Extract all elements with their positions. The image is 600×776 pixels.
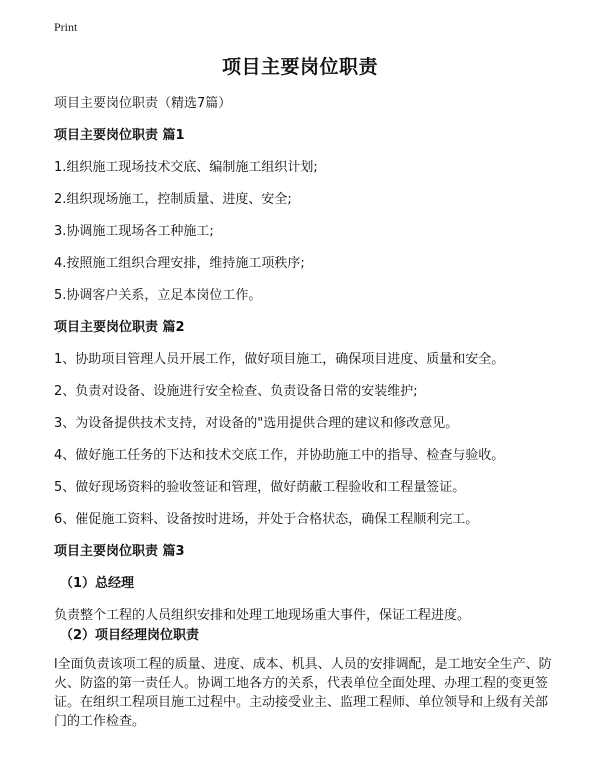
list-item: 1.组织施工现场技术交底、编制施工组织计划; [54,160,318,175]
list-item: 2.组织现场施工，控制质量、进度、安全; [54,192,292,207]
print-label[interactable]: Print [54,20,78,34]
list-item: 5、做好现场资料的验收签证和管理，做好荫蔽工程验收和工程量签证。 [54,480,466,495]
list-item: 3、为设备提供技术支持，对设备的"选用提供合理的建议和修改意见。 [54,416,459,431]
list-item: 2、负责对设备、设施进行安全检查、负责设备日常的安装维护; [54,384,418,399]
subsection-paragraph: l全面负责该项工程的质量、进度、成本、机具、人员的安排调配，是工地安全生产、防火、防盗的第一责任人。协调工地各方的关系，代表单位全面处理、办理工程的变更签证。在组织工程项目施工过程中。主动接受业主、监理工程师、单位领导和上级有关部门的工作检查。 [54,657,552,729]
list-item: 4、做好施工任务的下达和技术交底工作，并协助施工中的指导、检查与验收。 [54,448,505,463]
list-item: 4.按照施工组织合理安排，维持施工项秩序; [54,256,305,271]
list-item: 6、催促施工资料、设备按时进场，并处于合格状态，确保工程顺利完工。 [54,512,479,527]
subsection-title: （1）总经理 [60,576,135,591]
subsection-text: 负责整个工程的人员组织安排和处理工地现场重大事件，保证工程进度。 [54,608,471,623]
document-intro: 项目主要岗位职责（精选7篇） [54,96,232,111]
subsection-title: （2）项目经理岗位职责 [60,628,200,643]
list-item: 5.协调客户关系，立足本岗位工作。 [54,288,262,303]
list-item: 1、协助项目管理人员开展工作，做好项目施工，确保项目进度、质量和安全。 [54,352,505,367]
section-heading-2: 项目主要岗位职责 篇2 [54,320,185,335]
list-item: 3.协调施工现场各工种施工; [54,224,214,239]
section-heading-3: 项目主要岗位职责 篇3 [54,544,185,559]
section-heading-1: 项目主要岗位职责 篇1 [54,128,185,143]
document-title: 项目主要岗位职责 [221,56,378,78]
